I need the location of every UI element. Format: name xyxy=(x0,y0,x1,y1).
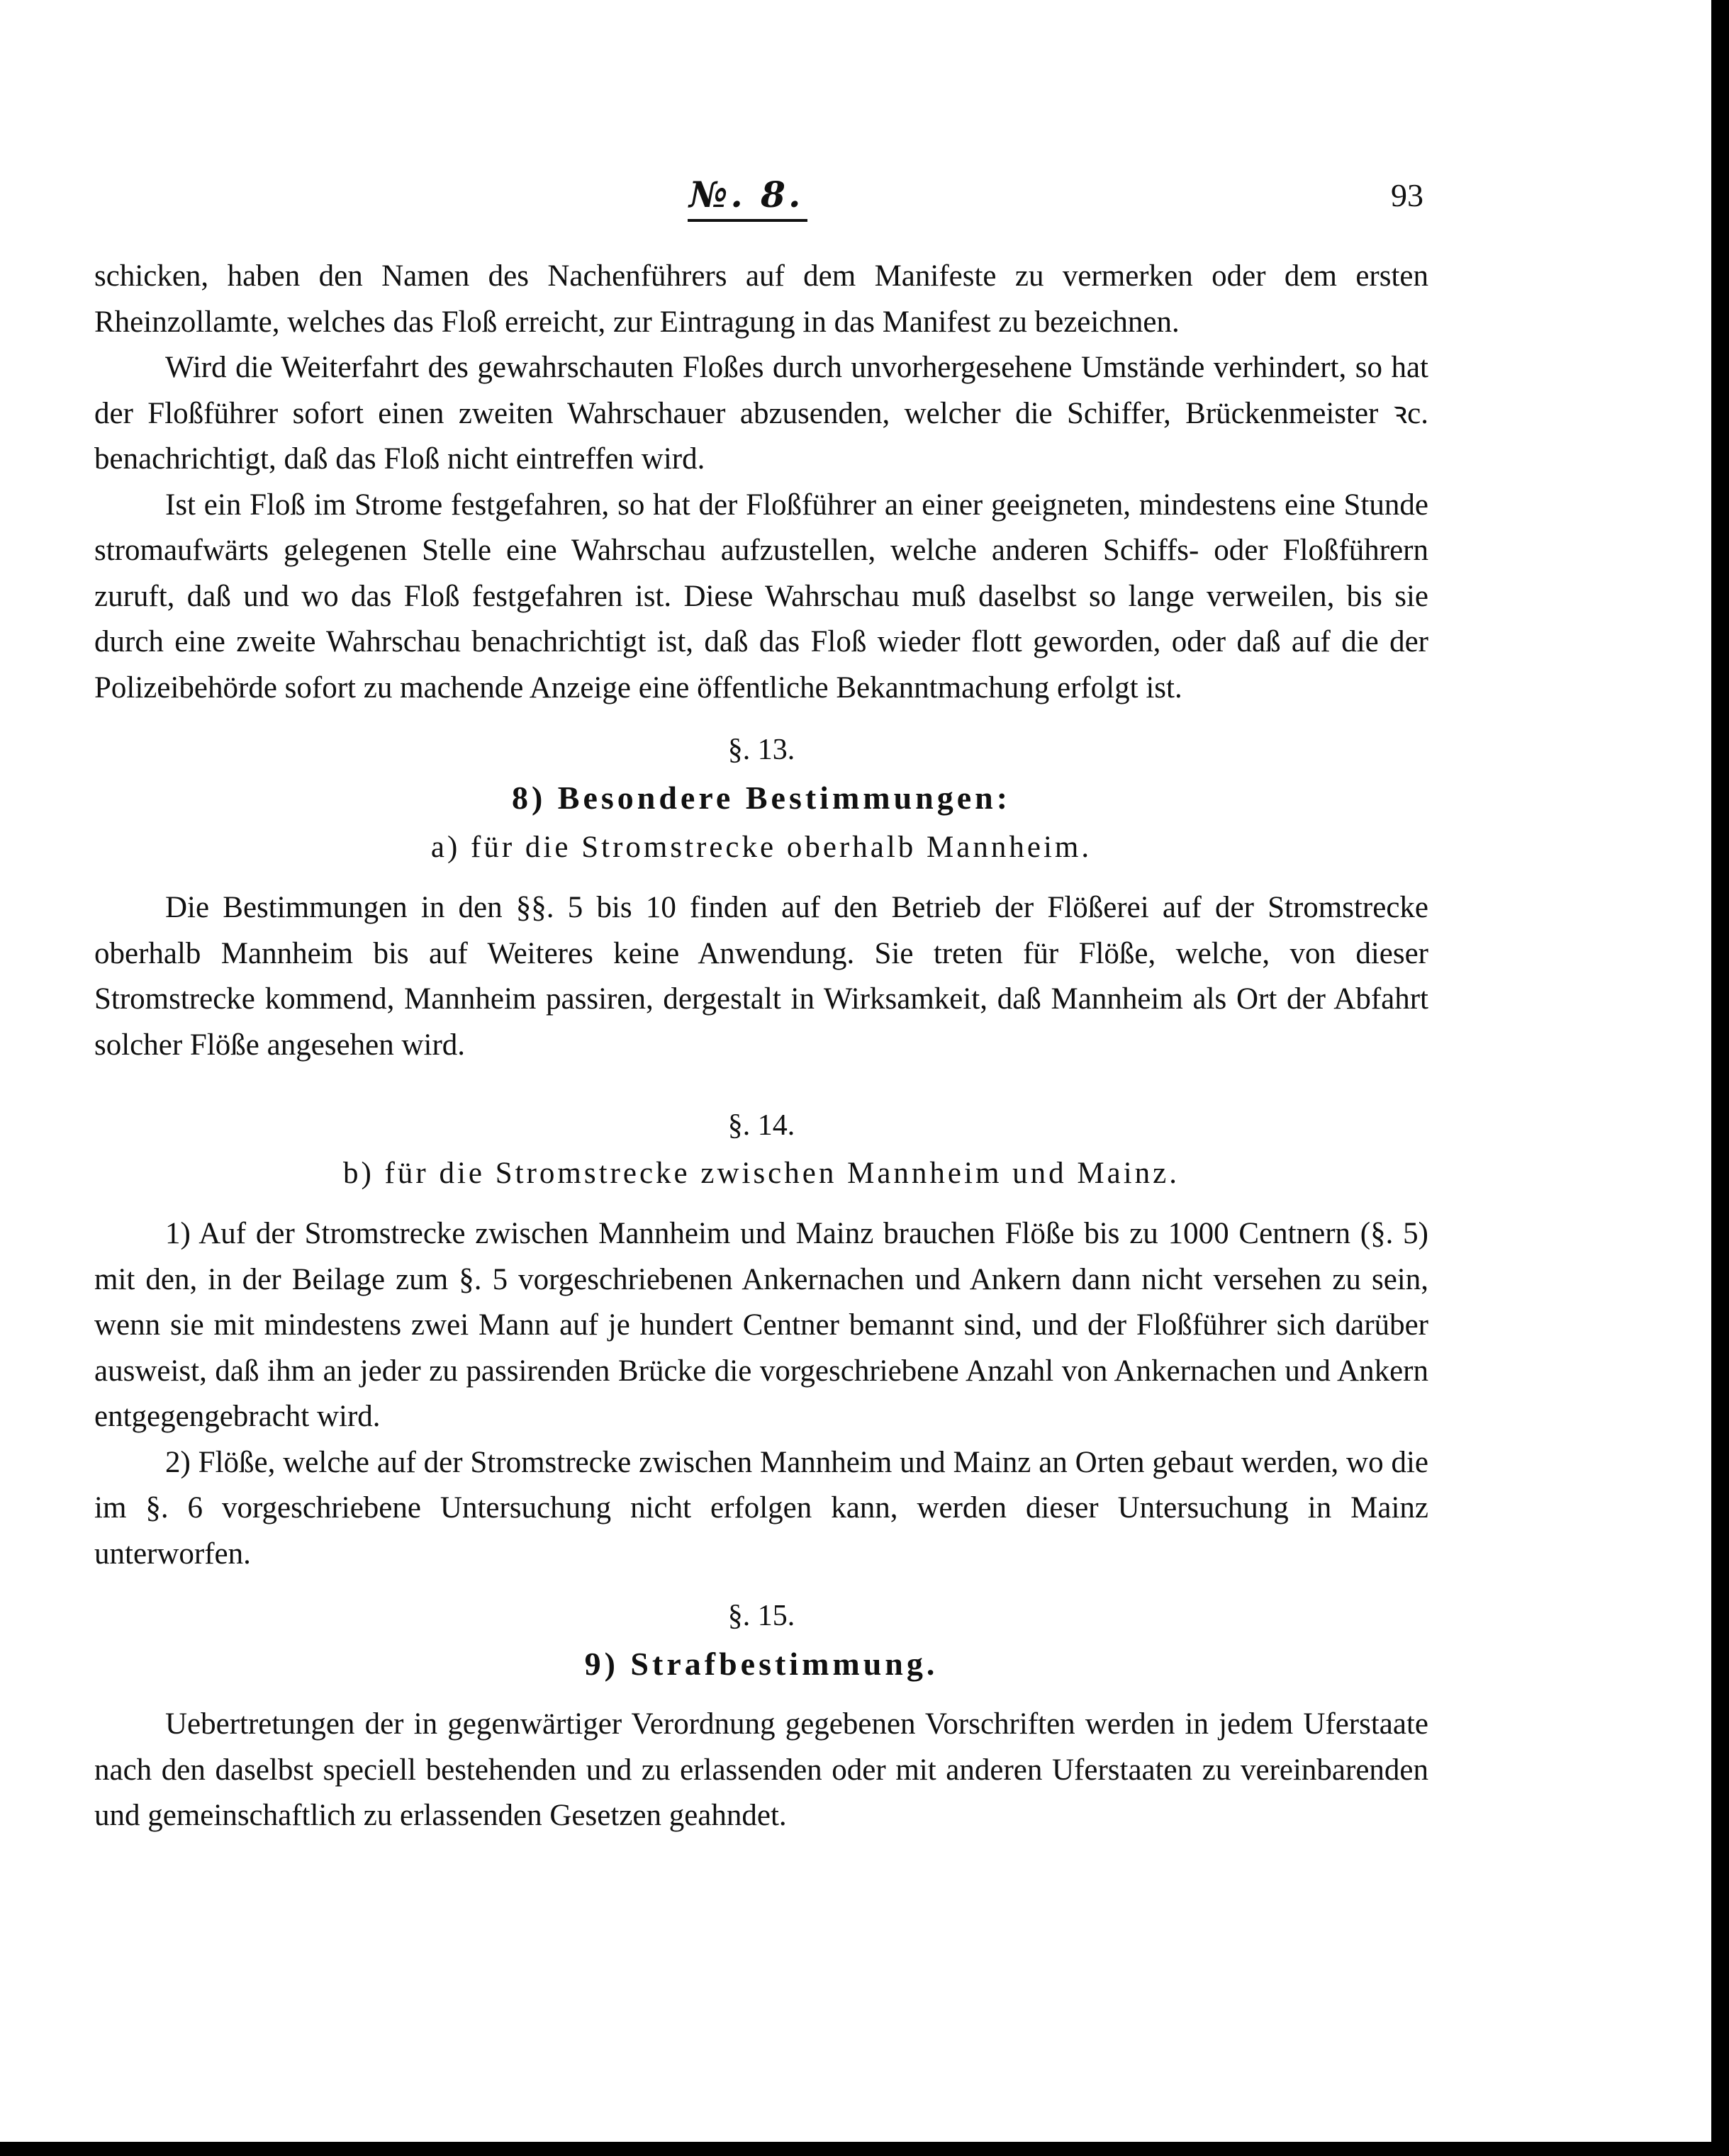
page-body xyxy=(94,254,1428,1839)
paragraph: 2) Flöße, welche auf der Stromstrecke zwischen Mannheim und Mainz an Orten gebaut werden, wo die im §. 6 vorgeschriebene Untersuchung nicht erfolgen kann, werden dieser Untersuchung in Mainz unterworfen. xyxy=(94,1445,1428,1571)
page-number: 93 xyxy=(1391,177,1423,213)
paragraph: 1) Auf der Stromstrecke zwischen Mannheim und Mainz brauchen Flöße bis zu 1000 Centnern (§. 5) mit den, in der Beilage zum §. 5 vorgeschriebenen Ankernachen und Ankern dann nicht versehen zu sein, wenn sie mit mindestens zwei Mann auf je hundert Centner bemannt sind, und der Floßführer sich darüber ausweist, daß ihm an jeder zu passirenden Brücke die vorgeschriebene Anzahl von Ankernachen und Ankern entgegengebracht wird. xyxy=(94,1217,1428,1433)
section-subtitle: b) für die Stromstrecke zwischen Mannheim und Mainz. xyxy=(342,1157,1180,1190)
paragraph: Uebertretungen der in gegenwärtiger Verordnung gegebenen Vorschriften werden in jedem Uferstaate nach den daselbst speciell bestehenden und zu erlassenden oder mit anderen Uferstaaten zu vereinbarenden und gemeinschaftlich zu erlassenden Gesetzen geahndet. xyxy=(94,1707,1428,1832)
paragraph: Ist ein Floß im Strome festgefahren, so hat der Floßführer an einer geeigneten, mindestens eine Stunde stromaufwärts gelegenen Stelle eine Wahrschau aufzustellen, welche anderen Schiffs- oder Floßführern zuruft, daß und wo das Floß festgefahren ist. Diese Wahrschau muß daselbst so lange verweilen, bis sie durch eine zweite Wahrschau benachrichtigt ist, daß das Floß wieder flott geworden, oder daß auf die der Polizeibehörde sofort zu machende Anzeige eine öffentliche Bekanntmachung erfolgt ist. xyxy=(94,488,1428,704)
section-subtitle: a) für die Stromstrecke oberhalb Mannheim. xyxy=(430,831,1092,864)
section-15 xyxy=(94,1593,1428,1839)
paragraph: Die Bestimmungen in den §§. 5 bis 10 finden auf den Betrieb der Flößerei auf der Stromstrecke oberhalb Mannheim bis auf Weiteres keine Anwendung. Sie treten für Flöße, welche, von dieser Stromstrecke kommend, Mannheim passiren, dergestalt in Wirksamkeit, daß Mannheim als Ort der Abfahrt solcher Flöße angesehen wird. xyxy=(94,891,1428,1062)
issue-number: №. 8. xyxy=(688,174,807,222)
section-number: §. 15. xyxy=(727,1600,795,1632)
page-header xyxy=(0,174,1711,223)
paragraph-continuation: schicken, haben den Namen des Nachenführers auf dem Manifeste zu vermerken oder dem ersten Rheinzollamte, welches das Floß erreicht, zur Eintragung in das Manifest zu bezeichnen. xyxy=(94,259,1428,339)
paragraph: Wird die Weiterfahrt des gewahrschauten Floßes durch unvorhergesehene Umstände verhindert, so hat der Floßführer sofort einen zweiten Wahrschauer abzusenden, welcher die Schiffer, Brückenmeister ꝛc. benachrichtigt, daß das Floß nicht eintreffen wird. xyxy=(94,351,1428,476)
section-14 xyxy=(94,1102,1428,1577)
section-number: §. 14. xyxy=(727,1109,795,1142)
section-title: 8) Besondere Bestimmungen: xyxy=(511,780,1012,816)
section-number: §. 13. xyxy=(727,734,795,766)
section-title: 9) Strafbestimmung. xyxy=(584,1646,939,1682)
section-13 xyxy=(94,726,1428,1068)
